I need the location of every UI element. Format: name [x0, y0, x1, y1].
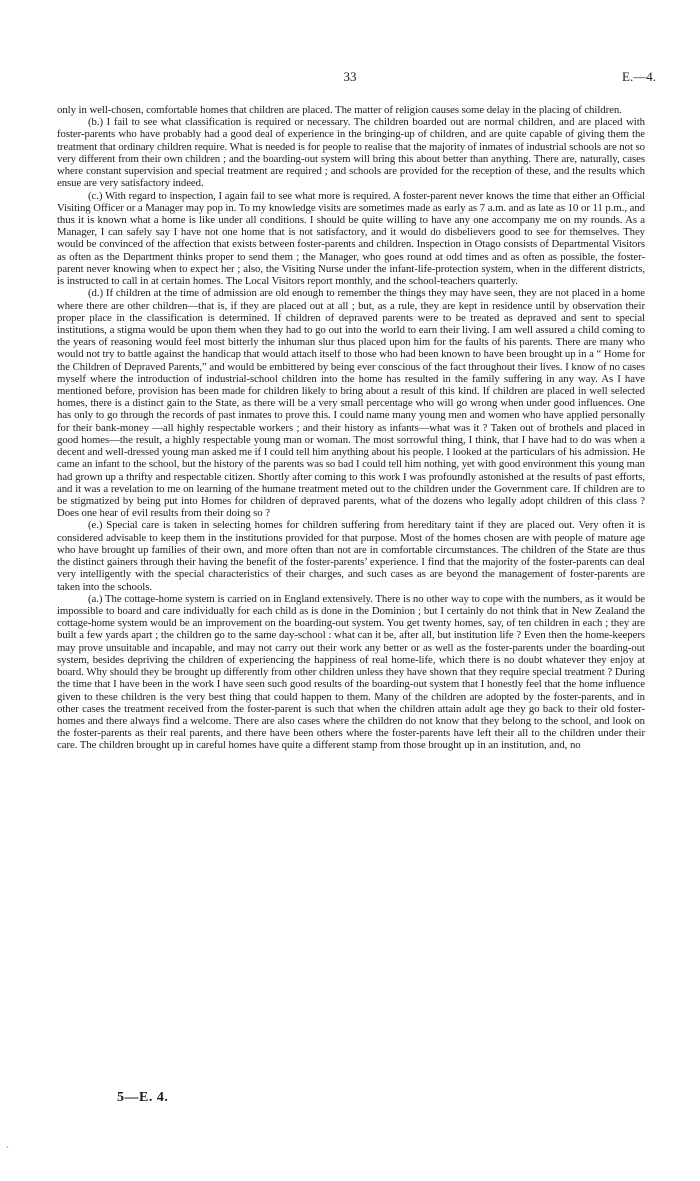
- paragraph-b: (b.) I fail to see what classification is required or necessary. The children boarded out are normal children, and are placed with foster-parents who have probably had a good deal of experience in the bringing-up of children, and are quite capable of giving them the treatment that ordinary children require. What is needed is for people to realise that the majority of inmates of industrial schools are not so very different from their own children ; and the boarding-out system will bring this about better than anything. There are, naturally, cases where constant supervision and special treatment are required ; and schools are provided for the reception of these, and the results which ensue are very satisfactory indeed.: [57, 116, 645, 190]
- paragraph-continuation: only in well-chosen, comfortable homes that children are placed. The matter of religion causes some delay in the placing of children.: [57, 104, 622, 116]
- page-signature: 5—E. 4.: [117, 1090, 169, 1105]
- page-number: 33: [343, 69, 357, 84]
- scan-mark: `: [6, 1145, 9, 1155]
- paragraph-a: (a.) The cottage-home system is carried on in England extensively. There is no other way to cope with the numbers, as it would be impossible to board and care individually for each child as is done in the Dominion ; but I certainly do not think that in New Zealand the cottage-home system would be an improvement on the boarding-out system. You get twenty homes, say, of ten children in each ; they are built a few yards apart ; the children go to the same day-school : what can it be, after all, but institution life ? Even then the home-keepers may prove unsuitable and incapable, and may not carry out their work any better or as well as the foster-parents under the boarding-out system, besides depriving the children of experiencing the happiness of real home-life, which there is no doubt whatever they enjoy at board. Why should they be brought up differently from other children unless they have shown that they require special treatment ? During the time that I have been in the work I have seen such good results of the boarding-out system that I honestly feel that the home influence given to these children is the very best thing that could happen to them. Many of the children are adopted by the foster-parents, and in other cases the treatment received from the foster-parent is such that when the children attain adult age they go back to their old foster-homes and there always find a welcome. There are also cases where the children do not know that they belong to the school, and look on the foster-parents as their real parents, and there have been others where the foster-parents have left their all to the children under their care. The children brought up in careful homes have quite a different stamp from those brought up in an institution, and, no: [57, 592, 645, 752]
- paragraph-d: (d.) If children at the time of admission are old enough to remember the things they may have seen, they are not placed in a home where there are other children—that is, if they are placed out at all ; but, as a rule, they are kept in residence until by observation their proper place in the classification is determined. If children of depraved parents were to be treated as depraved and sent to special institutions, a stigma would be upon them when they had to go out into the world to earn their living. I am well assured a child coming to the years of reasoning would feel most bitterly the inhuman slur thus placed upon him for the faults of his parents. There are many who would not try to battle against the handicap that would attach itself to those who had been known to have been brought up in a “ Home for the Children of Depraved Parents,” and would be embittered by being ever conscious of the fact throughout their lives. I know of no cases myself where the introduction of industrial-school children into the home has resulted in the family suffering in any way. As I have mentioned before, provision has been made for children likely to bring about a result of this kind. If children are placed in well selected homes, there is a distinct gain to the State, as there will be a very small percentage who will go wrong when under good influences. One has only to go through the records of past inmates to prove this. I could name many young men and women who have applied personally for their bank-money —all highly respectable workers ; and their history as infants—what was it ? Taken out of brothels and placed in good homes—the result, a highly respectable young man or woman. The most sorrowful thing, I think, that I have had to do was when a decent and well-dressed young man asked me if I could tell him anything about his people. I looked at the particulars of his admission. He came an infant to the school, but the history of the parents was so bad I could tell him nothing, yet with good environment this young man had grown up a thrifty and respectable citizen. Shortly after coming to this work I was profoundly astonished at the results of past efforts, and it was a revelation to me on learning of the humane treatment meted out to the children under the Government care. If children are to be stigmatized by being put into Homes for children of depraved parents, what of the dozens who legally adopt children of this class ? Does one hear of evil results from their doing so ?: [57, 287, 645, 520]
- paragraph-e: (e.) Special care is taken in selecting homes for children suffering from hereditary taint if they are placed out. Very often it is considered advisable to keep them in the institutions provided for that purpose. Most of the homes chosen are with people of mature age who have brought up families of their own, and more often than not are in comfortable circumstances. The children of the State are thus the distinct gainers through their having the benefit of the foster-parents’ experience. I find that the majority of the foster-parents can deal very intelligently with the special characteristics of their charges, and such cases as are beyond the management of foster-parents are taken into the schools.: [57, 519, 645, 593]
- document-code: E.—4.: [622, 69, 656, 84]
- body-text: [57, 104, 645, 752]
- paragraph-c: (c.) With regard to inspection, I again fail to see what more is required. A foster-parent never knows the time that either an Official Visiting Officer or a Manager may pop in. To my knowledge visits are sometimes made as early as 7 a.m. and as late as 10 or 11 p.m., and thus it is known what a home is like under all conditions. I should be quite willing to have any one accompany me on my rounds. As a Manager, I can safely say I have not one home that is not satisfactory, and it would do disbelievers good to see for themselves. They would be convinced of the affection that exists between foster-parents and children. Inspection in Otago consists of Departmental Visitors as often as the Department thinks proper to send them ; the Manager, who goes round at odd times and as often as possible, the foster-parent never knowing when to expect her ; also, the Visiting Nurse under the infant-life-protection system, when in the different districts, is instructed to call in at certain homes. The Local Visitors report monthly, and the school-teachers quarterly.: [57, 189, 645, 288]
